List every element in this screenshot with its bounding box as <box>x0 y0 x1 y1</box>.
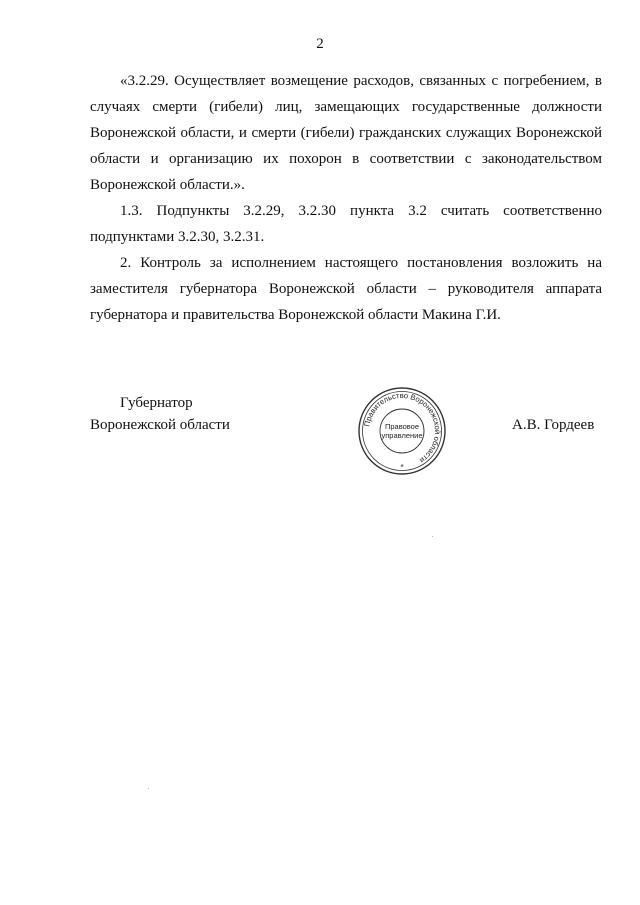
signature-name: А.В. Гордеев <box>512 417 595 433</box>
signature-title-line2: Воронежской области <box>90 417 230 433</box>
paragraph-1-3: 1.3. Подпункты 3.2.29, 3.2.30 пункта 3.2 считать соответственно подпунктами 3.2.30, 3.2.31. <box>90 203 602 245</box>
scan-speck <box>432 536 433 537</box>
paragraph-2: 2. Контроль за исполнением настоящего постановления возложить на заместителя губернатора Воронежской области – руководителя аппарата губернатора и правительства Воронежской области Макина Г.И. <box>90 255 602 323</box>
page-number: 2 <box>316 36 324 52</box>
stamp-inner-line1: Правовое <box>384 422 420 431</box>
stamp-inner-line2: управление <box>381 431 423 440</box>
stamp-star: * <box>400 463 404 472</box>
paragraph-3-2-29: «3.2.29. Осуществляет возмещение расходов, связанных с погребением, в случаях смерти (гибели) лиц, замещающих государственные должности Воронежской области, и смерти (гибели) гражданских служащих Воронежской области и организацию их похорон в соответствии с законодательством Воронежской области.». <box>90 73 602 193</box>
official-stamp <box>357 386 447 476</box>
scan-speck <box>148 788 149 789</box>
signature-title-line1: Губернатор <box>120 395 193 411</box>
stamp-outer-text: Правительство Воронежской области <box>362 390 443 465</box>
signature-title <box>90 392 230 436</box>
